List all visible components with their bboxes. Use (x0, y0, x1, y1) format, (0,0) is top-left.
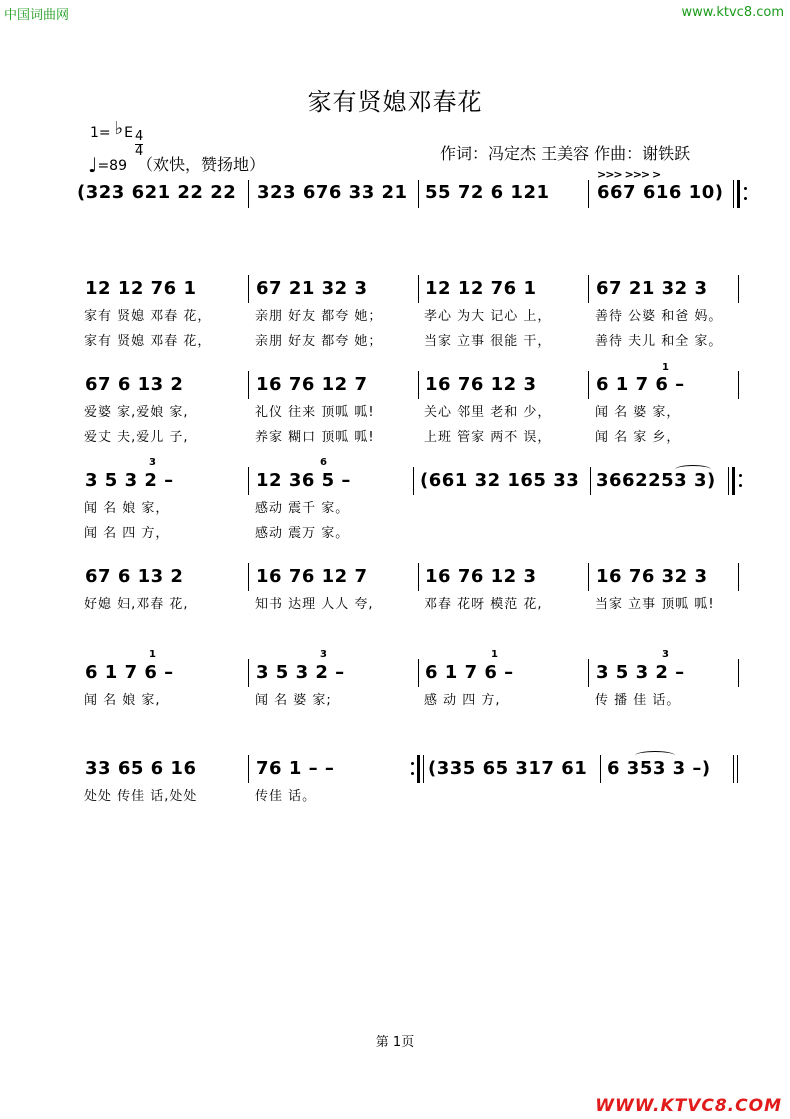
measure: 16 76 12 7 (256, 566, 368, 587)
time-top: 4 (135, 129, 144, 144)
flat-icon: ♭ (114, 118, 124, 139)
barline (248, 563, 249, 591)
measure: 16 76 12 3 (425, 374, 537, 395)
tempo-marking (88, 151, 265, 175)
lyric-verse-2: 上班 管家 两不 误， (424, 430, 552, 445)
measure: 323 676 33 21 (257, 182, 408, 203)
measure: 3 5 3 2 – (256, 662, 345, 683)
lyric-verse-2: 爱丈 夫,爱儿 子, (84, 430, 189, 445)
measure: 16 76 12 7 (256, 374, 368, 395)
measure: 16 76 32 3 (596, 566, 708, 587)
measure: 6 353 3 –) (607, 758, 711, 779)
barline (248, 467, 249, 495)
measure: 667 616 10) (597, 182, 724, 203)
lyric-verse-1: 关心 邻里 老和 少， (424, 405, 552, 420)
song-title: 家有贤媳邓春花 (307, 88, 483, 116)
barline (600, 755, 601, 783)
mood-marking: （欢快，赞扬地） (136, 155, 265, 174)
tempo-value: =89 (97, 158, 127, 174)
lyric-verse-2: 闻 名 四 方， (84, 526, 170, 541)
lyric-verse-1: 邓春 花呀 模范 花, (424, 597, 543, 612)
page-number: 第 1页 (375, 1035, 415, 1050)
grace-note: 3 (320, 649, 327, 660)
measure: 3662253 3) (596, 470, 716, 491)
lyric-verse-1: 亲朋 好友 都夸 她； (255, 309, 383, 324)
grace-note: 1 (662, 362, 669, 373)
grace-note: 3 (149, 457, 156, 468)
measure: 67 21 32 3 (256, 278, 368, 299)
measure: 12 36 5 – (256, 470, 351, 491)
tie-slur (675, 465, 711, 474)
tie-slur (635, 751, 675, 760)
measure: 6 1 7 6 – (425, 662, 514, 683)
watermark-site-cn: 中国词曲网 (4, 8, 70, 23)
barline (248, 755, 249, 783)
grace-note: 3 (662, 649, 669, 660)
lyric-verse-1: 闻 名 婆 家， (595, 405, 681, 420)
barline (248, 659, 249, 687)
barline (588, 563, 589, 591)
lyric-verse-1: 感动 震千 家。 (255, 501, 350, 516)
barline (413, 467, 414, 495)
lyric-verse-2: 家有 贤媳 邓春 花， (84, 334, 212, 349)
barline (418, 563, 419, 591)
quarter-note-icon: ♩ (88, 153, 98, 177)
barline (418, 180, 419, 208)
lyric-verse-1: 闻 名 娘 家, (84, 693, 161, 708)
barline (738, 563, 739, 591)
barline (588, 659, 589, 687)
measure: 16 76 12 3 (425, 566, 537, 587)
barline (418, 275, 419, 303)
measure: 6 1 7 6 – (85, 662, 174, 683)
barline (588, 275, 589, 303)
lyric-verse-1: 闻 名 婆 家; (255, 693, 332, 708)
barline (737, 755, 738, 783)
barline (248, 180, 249, 208)
barline (738, 275, 739, 303)
credits: 作词：冯定杰 王美容 作曲：谢铁跃 (440, 144, 691, 163)
watermark-url: WWW.KTVC8.COM (595, 1096, 782, 1116)
barline (588, 180, 589, 208)
key-prefix: 1= (90, 125, 111, 141)
barline (588, 371, 589, 399)
lyric-verse-1: 知书 达理 人人 夸, (255, 597, 374, 612)
lyric-verse-1: 好媳 妇,邓春 花, (84, 597, 189, 612)
barline (418, 659, 419, 687)
barline (733, 755, 734, 783)
measure: 76 1 – – (256, 758, 335, 779)
lyric-verse-2: 闻 名 家 乡， (595, 430, 681, 445)
watermark-site-url: www.ktvc8.com (681, 5, 784, 20)
lyric-verse-1: 礼仪 往来 顶呱 呱! (255, 405, 375, 420)
key-note: E (124, 125, 133, 141)
measure: 33 65 6 16 (85, 758, 197, 779)
lyric-verse-1: 传 播 佳 话。 (595, 693, 681, 708)
lyric-verse-1: 当家 立事 顶呱 呱! (595, 597, 715, 612)
grace-note: 1 (491, 649, 498, 660)
measure: 12 12 76 1 (85, 278, 197, 299)
grace-note: 6 (320, 457, 327, 468)
barline (590, 467, 591, 495)
lyric-verse-2: 亲朋 好友 都夸 她； (255, 334, 383, 349)
barline (738, 371, 739, 399)
measure: 67 6 13 2 (85, 374, 184, 395)
measure: (323 621 22 22 (77, 182, 237, 203)
measure: 55 72 6 121 (425, 182, 550, 203)
grace-note: 1 (149, 649, 156, 660)
time-bottom: 4 (135, 144, 144, 159)
barline (248, 371, 249, 399)
lyric-verse-1: 传佳 话。 (255, 789, 317, 804)
lyric-verse-2: 当家 立事 很能 干， (424, 334, 552, 349)
barline (738, 659, 739, 687)
lyric-verse-1: 孝心 为大 记心 上， (424, 309, 552, 324)
measure: 6 1 7 6 – (596, 374, 685, 395)
measure: (661 32 165 33 (420, 470, 580, 491)
lyric-verse-1: 感 动 四 方, (424, 693, 501, 708)
measure: 3 5 3 2 – (85, 470, 174, 491)
measure: 67 6 13 2 (85, 566, 184, 587)
barline (248, 275, 249, 303)
measure: (335 65 317 61 (428, 758, 588, 779)
lyric-verse-1: 家有 贤媳 邓春 花， (84, 309, 212, 324)
accent-marks: >>> >>> > (597, 168, 661, 181)
lyric-verse-2: 感动 震万 家。 (255, 526, 350, 541)
measure: 67 21 32 3 (596, 278, 708, 299)
measure: 12 12 76 1 (425, 278, 537, 299)
lyric-verse-1: 爱婆 家,爱娘 家, (84, 405, 189, 420)
lyric-verse-1: 闻 名 娘 家， (84, 501, 170, 516)
barline (418, 371, 419, 399)
lyric-verse-2: 善待 夫儿 和全 家。 (595, 334, 723, 349)
lyric-verse-2: 养家 糊口 顶呱 呱! (255, 430, 375, 445)
lyric-verse-1: 处处 传佳 话,处处 (84, 789, 198, 804)
measure: 3 5 3 2 – (596, 662, 685, 683)
lyric-verse-1: 善待 公婆 和爸 妈。 (595, 309, 723, 324)
